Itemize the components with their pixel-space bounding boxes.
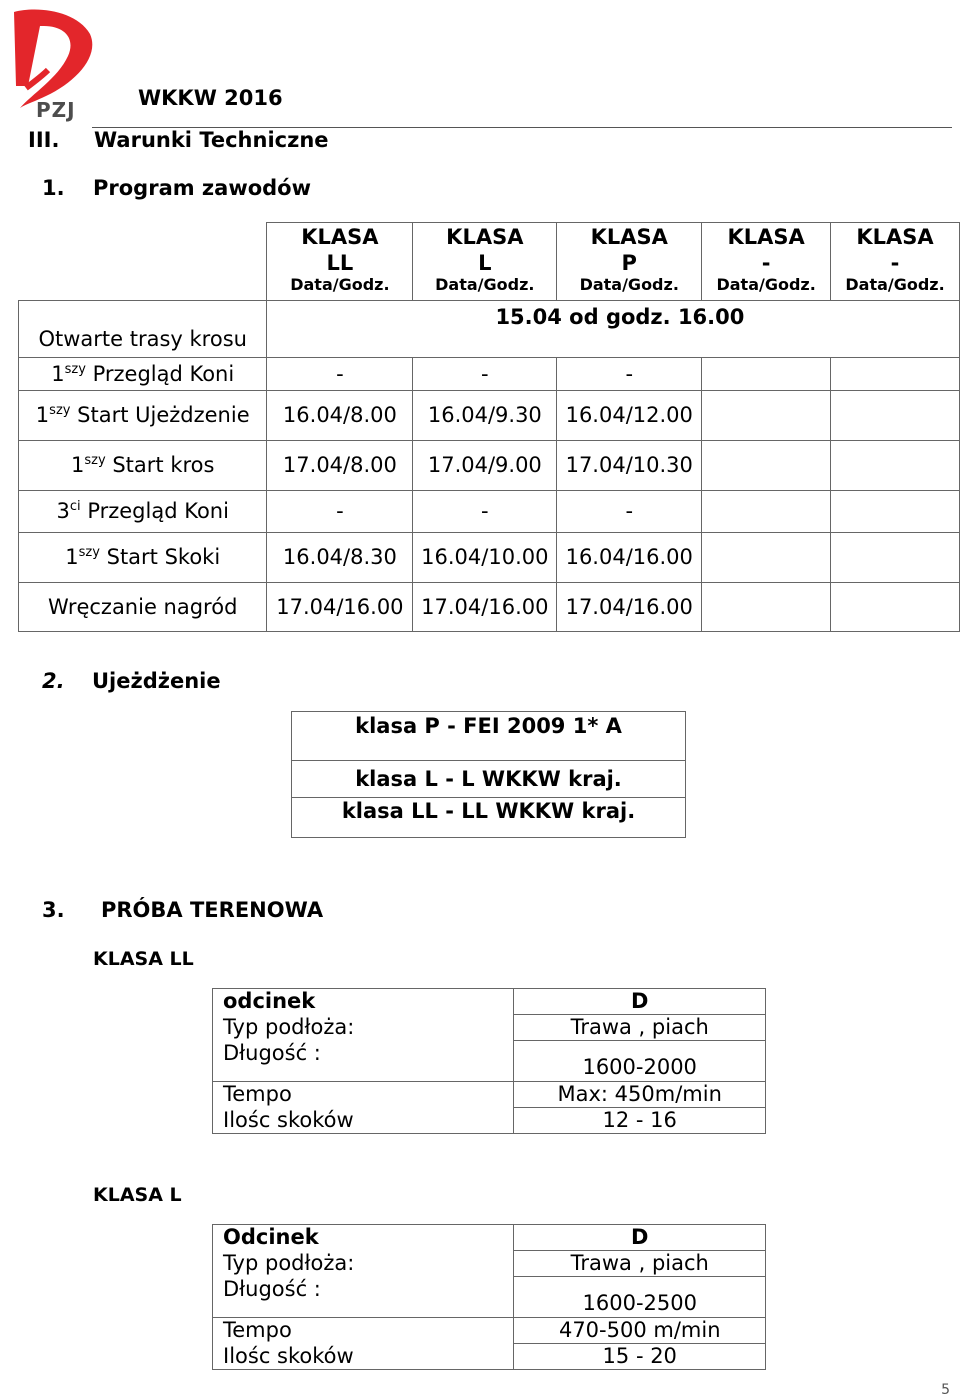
cell: 17.04/16.00 [413,582,557,631]
row-label: $1^{szy}$ Start Skoki [19,532,267,582]
col-sub: Data/Godz. [267,275,413,300]
cross-number: 3. [42,898,65,922]
col-sub: Data/Godz. [413,275,557,300]
cell [702,582,831,631]
pzj-logo [6,4,96,122]
col-header-4: KLASA - [702,223,831,276]
col-header-5: KLASA - [831,223,960,276]
cross-head-right: D [514,989,766,1015]
cell: 17.04/16.00 [267,582,413,631]
open-course-cell [267,300,960,357]
cross-row-label: Ilośc skoków [213,1108,514,1134]
dressage-row: klasa P - FEI 2009 1* A [292,712,686,761]
dressage-row: klasa LL - LL WKKW kraj. [292,798,686,838]
cross-row-label: Tempo [213,1082,514,1108]
cell: - [557,357,702,390]
cell: 16.04/10.00 [413,532,557,582]
cell: - [267,357,413,390]
cross-row-label: Tempo [213,1318,514,1344]
cell: 16.04/12.00 [557,390,702,440]
document-title: WKKW 2016 [138,86,283,110]
cross-row-value: Max: 450m/min [514,1082,766,1108]
section-title: Warunki Techniczne [94,128,329,152]
cell [702,357,831,390]
cell: - [267,490,413,532]
cross-row-value: 470-500 m/min [514,1318,766,1344]
cross-row-label: Długość : [213,1041,514,1082]
section-number: III. [28,128,60,152]
table-row [19,532,960,582]
cross-head-left: odcinek [213,989,514,1015]
dressage-title: Ujeżdżenie [92,669,221,693]
header-blank [19,223,267,276]
cell [831,532,960,582]
cell [702,440,831,490]
cross-row-value: 12 - 16 [514,1108,766,1134]
cell: 17.04/16.00 [557,582,702,631]
cross-row-value: 1600-2000 [514,1041,766,1082]
cross-table-l [212,1224,766,1370]
schedule-table [18,222,960,632]
cross-row-label: Typ podłoża: [213,1251,514,1277]
open-course-label: Otwarte trasy krosu [19,300,267,357]
cell: 16.04/8.30 [267,532,413,582]
table-row [19,490,960,532]
cell: 16.04/8.00 [267,390,413,440]
program-title: Program zawodów [93,176,312,200]
logo-text: PZJ [36,98,76,122]
cell: - [413,357,557,390]
cross-row-label: Typ podłoża: [213,1015,514,1041]
table-row [19,582,960,631]
cross-row-value: 1600-2500 [514,1277,766,1318]
program-number: 1. [42,176,65,200]
cell: 16.04/16.00 [557,532,702,582]
cell [831,357,960,390]
class-ll-label: KLASA LL [93,948,194,970]
cell [831,582,960,631]
cross-table-ll [212,988,766,1134]
class-l-label: KLASA L [93,1184,182,1206]
cross-title: PRÓBA TERENOWA [101,898,324,922]
col-header-l: KLASA L [413,223,557,276]
page-number: 5 [941,1382,950,1398]
cell: 17.04/10.30 [557,440,702,490]
row-label: Wręczanie nagród [19,582,267,631]
col-sub: Data/Godz. [557,275,702,300]
cross-row-value: Trawa , piach [514,1015,766,1041]
col-sub: Data/Godz. [702,275,831,300]
col-header-ll: KLASA LL [267,223,413,276]
open-course-value: 15.04 od godz. 16.00 [495,304,745,329]
cell [831,490,960,532]
cell: - [557,490,702,532]
cross-row-label: Ilośc skoków [213,1344,514,1370]
table-row [19,390,960,440]
cross-row-value: Trawa , piach [514,1251,766,1277]
dressage-table [291,711,686,838]
cross-row-value: 15 - 20 [514,1344,766,1370]
row-label: $1^{szy}$ Przegląd Koni [19,357,267,390]
cell [831,390,960,440]
cross-head-right: D [514,1225,766,1251]
table-row [19,440,960,490]
row-label: $3^{ci}$ Przegląd Koni [19,490,267,532]
cross-head-left: Odcinek [213,1225,514,1251]
cell: 16.04/9.30 [413,390,557,440]
cell: 17.04/8.00 [267,440,413,490]
dressage-row: klasa L - L WKKW kraj. [292,761,686,798]
cell [831,440,960,490]
cell: - [413,490,557,532]
table-row [19,357,960,390]
row-label: $1^{szy}$ Start kros [19,440,267,490]
cell [702,490,831,532]
cross-row-label: Długość : [213,1277,514,1318]
col-sub: Data/Godz. [831,275,960,300]
row-label: $1^{szy}$ Start Ujeżdzenie [19,390,267,440]
dressage-number: 2. [42,669,65,693]
col-header-p: KLASA P [557,223,702,276]
cell [702,532,831,582]
cell [702,390,831,440]
cell: 17.04/9.00 [413,440,557,490]
